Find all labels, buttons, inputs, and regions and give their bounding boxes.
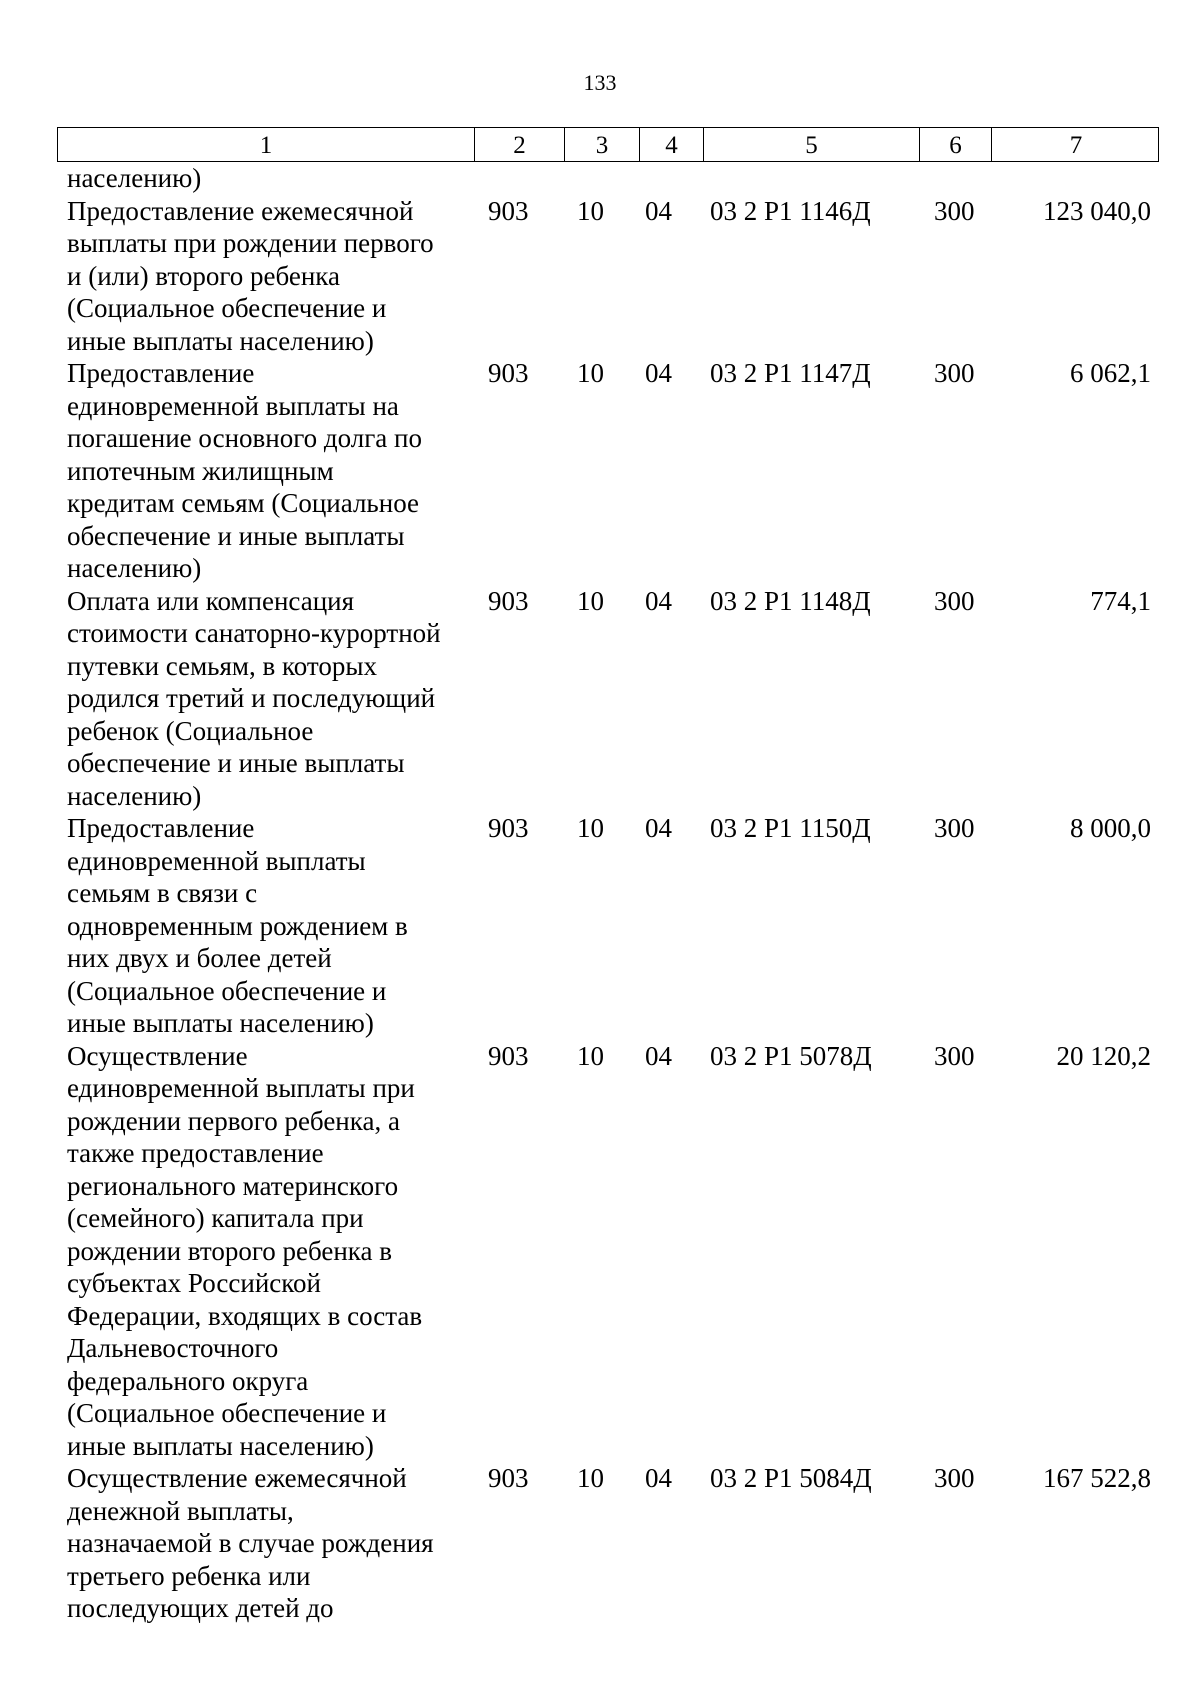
row-code-3: 10	[577, 1040, 604, 1071]
row-name-line: Предоставление	[67, 813, 255, 843]
row-name-line: рождении второго ребенка в	[67, 1235, 392, 1266]
row-name-line: обеспечение и иные выплаты	[67, 748, 405, 778]
table-row-continued	[67, 162, 1157, 195]
row-code-3: 10	[577, 585, 604, 616]
row-name	[67, 812, 472, 1040]
row-code-6: 300	[934, 358, 975, 388]
table-row	[67, 585, 1157, 813]
row-name-line: (Социальное обеспечение и	[67, 975, 387, 1006]
row-code-6: 300	[934, 1463, 975, 1493]
row-code-6: 300	[934, 585, 975, 616]
row-name-line: семьям в связи с	[67, 878, 258, 908]
row-code-5: 03 2 Р1 1150Д	[710, 813, 871, 843]
table-row	[67, 1040, 1157, 1463]
row-name	[67, 1462, 472, 1625]
row-code-2: 903	[488, 813, 529, 843]
row-name-line: выплаты при рождении первого	[67, 228, 434, 258]
row-code-6: 300	[934, 1040, 975, 1071]
row-name-line: погашение основного долга по	[67, 423, 422, 453]
table-row	[67, 812, 1157, 1040]
row-name-line: кредитам семьям (Социальное	[67, 488, 420, 518]
row-code-2: 903	[488, 358, 529, 388]
row-name-line: и (или) второго ребенка	[67, 260, 340, 291]
table-column-header	[57, 127, 1159, 162]
row-name	[67, 357, 472, 585]
row-amount: 774,1	[1090, 585, 1151, 616]
row-name-line: назначаемой в случае рождения	[67, 1528, 434, 1558]
row-amount: 6 062,1	[1070, 358, 1151, 388]
row-code-2: 903	[488, 585, 529, 616]
table-body	[67, 162, 1157, 1625]
row-code-4: 04	[645, 1040, 672, 1071]
row-name-line: населению)	[67, 553, 202, 583]
row-name-line: (семейного) капитала при	[67, 1203, 364, 1233]
row-code-4: 04	[645, 195, 672, 226]
row-name-line: последующих детей до	[67, 1593, 334, 1623]
row-name-line: родился третий и последующий	[67, 683, 436, 713]
row-name-line: населению)	[67, 780, 202, 811]
row-code-4: 04	[645, 813, 672, 843]
column-header-5: 5	[703, 128, 919, 161]
row-name	[67, 585, 472, 813]
row-name-line: также предоставление	[67, 1138, 324, 1168]
row-amount: 123 040,0	[1043, 195, 1151, 226]
row-amount: 167 522,8	[1043, 1463, 1151, 1493]
column-header-7: 7	[991, 128, 1160, 161]
row-name-line: третьего ребенка или	[67, 1560, 311, 1591]
row-name-line: Предоставление ежемесячной	[67, 195, 414, 226]
row-code-2: 903	[488, 1463, 529, 1493]
row-name-line: стоимости санаторно-курортной	[67, 618, 441, 648]
row-name-line: единовременной выплаты при	[67, 1073, 415, 1103]
row-code-3: 10	[577, 1463, 604, 1493]
row-name-line: Предоставление	[67, 358, 255, 388]
row-code-2: 903	[488, 1040, 529, 1071]
row-name-line: них двух и более детей	[67, 943, 332, 973]
row-name-line: одновременным рождением в	[67, 910, 408, 941]
row-name-line: ипотечным жилищным	[67, 455, 334, 486]
row-code-6: 300	[934, 195, 975, 226]
row-name-line: денежной выплаты,	[67, 1495, 294, 1526]
row-code-3: 10	[577, 813, 604, 843]
row-code-5: 03 2 Р1 1148Д	[710, 585, 871, 616]
row-name-line: федерального округа	[67, 1365, 309, 1396]
row-name-line: единовременной выплаты на	[67, 390, 399, 421]
row-name-line: иные выплаты населению)	[67, 325, 374, 356]
row-name-line: Осуществление ежемесячной	[67, 1463, 407, 1493]
row-name-line: Оплата или компенсация	[67, 585, 355, 616]
row-code-3: 10	[577, 195, 604, 226]
row-code-5: 03 2 Р1 5084Д	[710, 1463, 872, 1493]
column-header-6: 6	[919, 128, 991, 161]
row-code-4: 04	[645, 1463, 672, 1493]
row-amount: 20 120,2	[1056, 1040, 1151, 1071]
row-name-line: Дальневосточного	[67, 1333, 279, 1363]
row-code-4: 04	[645, 585, 672, 616]
table-row	[67, 195, 1157, 358]
row-name-line: Осуществление	[67, 1040, 248, 1071]
column-header-1: 1	[259, 132, 273, 159]
row-name-line: единовременной выплаты	[67, 845, 366, 876]
row-code-6: 300	[934, 813, 975, 843]
row-name-line: иные выплаты населению)	[67, 1430, 374, 1461]
column-header-3: 3	[564, 128, 639, 161]
row-name-line: обеспечение и иные выплаты	[67, 520, 405, 551]
row-name-line: регионального материнского	[67, 1170, 399, 1201]
row-name-line: (Социальное обеспечение и	[67, 1398, 387, 1428]
row-name-line: (Социальное обеспечение и	[67, 293, 387, 323]
row-code-4: 04	[645, 358, 672, 388]
row-code-3: 10	[577, 358, 604, 388]
column-header-2: 2	[474, 128, 564, 161]
row-name-line: Федерации, входящих в состав	[67, 1300, 423, 1331]
page-number: 133	[583, 70, 617, 95]
row-code-2: 903	[488, 195, 529, 226]
row-name-line: субъектах Российской	[67, 1268, 321, 1298]
column-header-4: 4	[639, 128, 703, 161]
row-name	[67, 1040, 472, 1463]
row-code-5: 03 2 Р1 5078Д	[710, 1040, 872, 1071]
table-row	[67, 1462, 1157, 1625]
row-code-5: 03 2 Р1 1146Д	[710, 195, 871, 226]
row-name-line: рождении первого ребенка, а	[67, 1105, 400, 1136]
row-name-line: ребенок (Социальное	[67, 715, 314, 746]
row-amount: 8 000,0	[1070, 813, 1151, 843]
row-name	[67, 195, 472, 358]
row-code-5: 03 2 Р1 1147Д	[710, 358, 871, 388]
row-name-line: иные выплаты населению)	[67, 1008, 374, 1038]
table-row	[67, 357, 1157, 585]
row-name-line: путевки семьям, в которых	[67, 650, 377, 681]
row-name: населению)	[67, 163, 202, 193]
